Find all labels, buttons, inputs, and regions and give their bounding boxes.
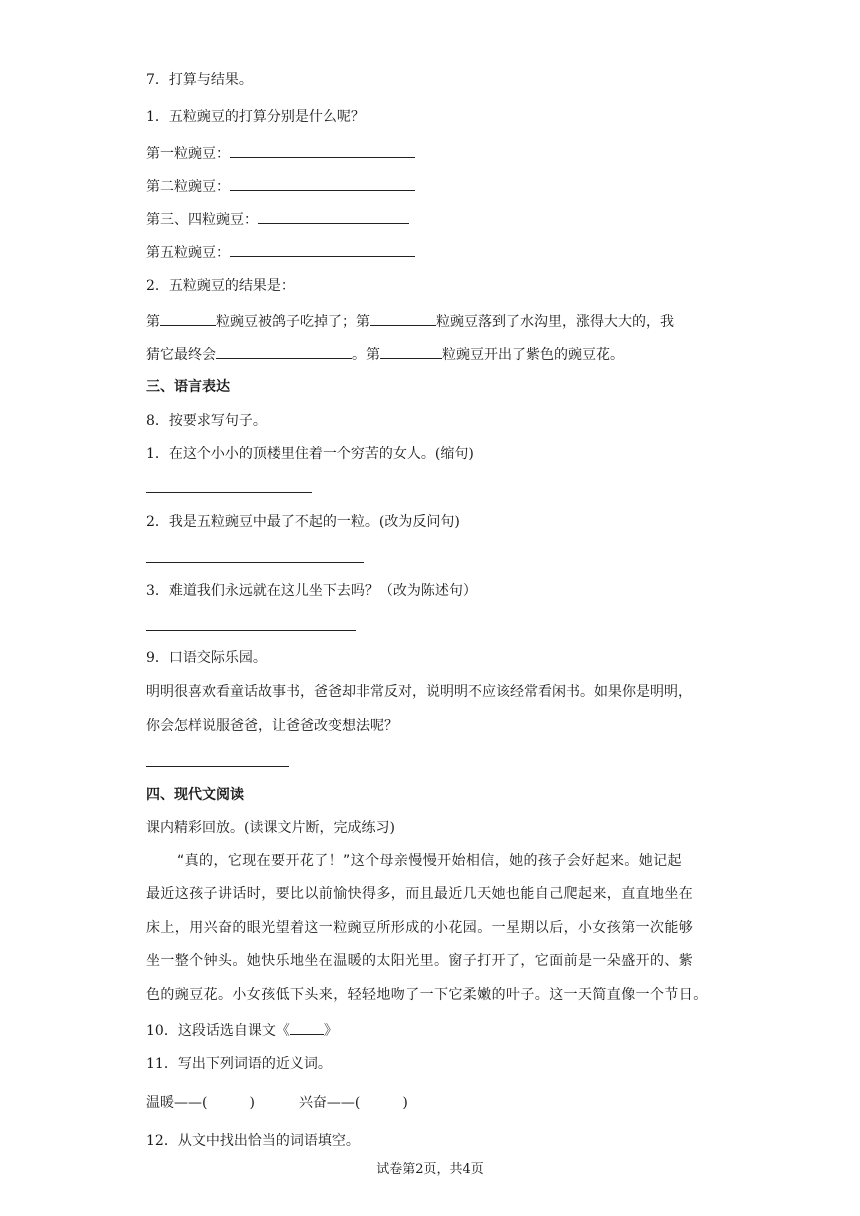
pea2-blank[interactable] <box>230 175 415 191</box>
pea1-row <box>146 142 415 164</box>
result-blank-2[interactable] <box>370 310 436 326</box>
q8-s2-answer-line[interactable] <box>146 562 364 563</box>
pea2-row <box>146 175 415 197</box>
q10-text: 》 <box>323 1023 338 1039</box>
q8-s1: 1．在这个小小的顶楼里住着一个穷苦的女人。(缩句) <box>146 446 474 462</box>
pea2-label: 第二粒豌豆： <box>146 179 230 195</box>
q8-s3: 3．难道我们永远就在这儿坐下去吗？（改为陈述句） <box>146 583 477 599</box>
q11-title: 11．写出下列词语的近义词。 <box>146 1056 332 1072</box>
passage-line-4: 坐一整个钟头。她快乐地坐在温暖的太阳光里。窗子打开了，它面前是一朵盛开的、紫 <box>146 953 694 969</box>
pea5-label: 第五粒豌豆： <box>146 245 230 261</box>
q11-words <box>146 1093 408 1113</box>
result-blank-1[interactable] <box>160 310 216 326</box>
synonym-2-word: 兴奋——( <box>298 1095 361 1111</box>
result-blank-4[interactable] <box>380 343 442 359</box>
paren-close: ) <box>402 1095 408 1111</box>
q9-title: 9．口语交际乐园。 <box>146 650 267 666</box>
pea5-row <box>146 241 415 263</box>
q8-s1-answer-line[interactable] <box>146 492 312 493</box>
passage-line-5: 色的豌豆花。小女孩低下头来，轻轻地吻了一下它柔嫩的叶子。这一天简直像一个节日。 <box>146 987 708 1003</box>
q8-s3-answer-line[interactable] <box>146 630 356 631</box>
q7-title: 7．打算与结果。 <box>146 72 253 88</box>
section-4-heading: 四、现代文阅读 <box>146 787 244 803</box>
q9-text-2: 你会怎样说服爸爸，让爸爸改变想法呢？ <box>146 718 398 734</box>
page-footer: 试卷第2页，共4页 <box>376 1162 484 1177</box>
result-text: 粒豌豆落到了水沟里，涨得大大的，我 <box>436 314 674 330</box>
paren-close: ) <box>249 1095 255 1111</box>
pea1-blank[interactable] <box>230 142 415 158</box>
synonym-1-word: 温暖——( <box>146 1095 208 1111</box>
passage-line-2: 最近这孩子讲话时，要比以前愉快得多，而且最近几天她也能自己爬起来，直直地坐在 <box>146 886 694 902</box>
q7-sub1: 1．五粒豌豆的打算分别是什么呢？ <box>146 109 365 125</box>
reading-intro: 课内精彩回放。(读课文片断，完成练习) <box>146 820 395 836</box>
result-text: 粒豌豆被鸽子吃掉了；第 <box>216 314 370 330</box>
pea34-blank[interactable] <box>258 208 409 224</box>
result-blank-3[interactable] <box>216 343 352 359</box>
q9-answer-line[interactable] <box>146 766 289 767</box>
q8-s2: 2．我是五粒豌豆中最了不起的一粒。(改为反问句) <box>146 514 460 530</box>
passage-line-1: “真的，它现在要开花了！”这个母亲慢慢开始相信，她的孩子会好起来。她记起 <box>177 853 682 869</box>
q12: 12．从文中找出恰当的词语填空。 <box>146 1133 360 1149</box>
q10 <box>146 1019 338 1041</box>
result-line-1 <box>146 310 674 332</box>
pea1-label: 第一粒豌豆： <box>146 146 230 162</box>
passage-line-3: 床上，用兴奋的眼光望着这一粒豌豆所形成的小花园。一星期以后，小女孩第一次能够 <box>146 920 694 936</box>
result-line-2 <box>146 343 624 365</box>
pea5-blank[interactable] <box>230 241 415 257</box>
result-text: 。第 <box>352 347 380 363</box>
pea34-row <box>146 208 409 230</box>
q7-sub2: 2．五粒豌豆的结果是： <box>146 278 295 294</box>
q10-blank[interactable] <box>290 1019 324 1035</box>
q10-text: 10．这段话选自课文《 <box>146 1023 290 1039</box>
result-text: 第 <box>146 314 160 330</box>
section-3-heading: 三、语言表达 <box>146 379 230 395</box>
result-text: 猜它最终会 <box>146 347 216 363</box>
result-text: 粒豌豆开出了紫色的豌豆花。 <box>442 347 624 363</box>
pea34-label: 第三、四粒豌豆： <box>146 212 258 228</box>
q8-title: 8．按要求写句子。 <box>146 413 267 429</box>
q9-text-1: 明明很喜欢看童话故事书，爸爸却非常反对，说明明不应该经常看闲书。如果你是明明， <box>146 684 692 700</box>
